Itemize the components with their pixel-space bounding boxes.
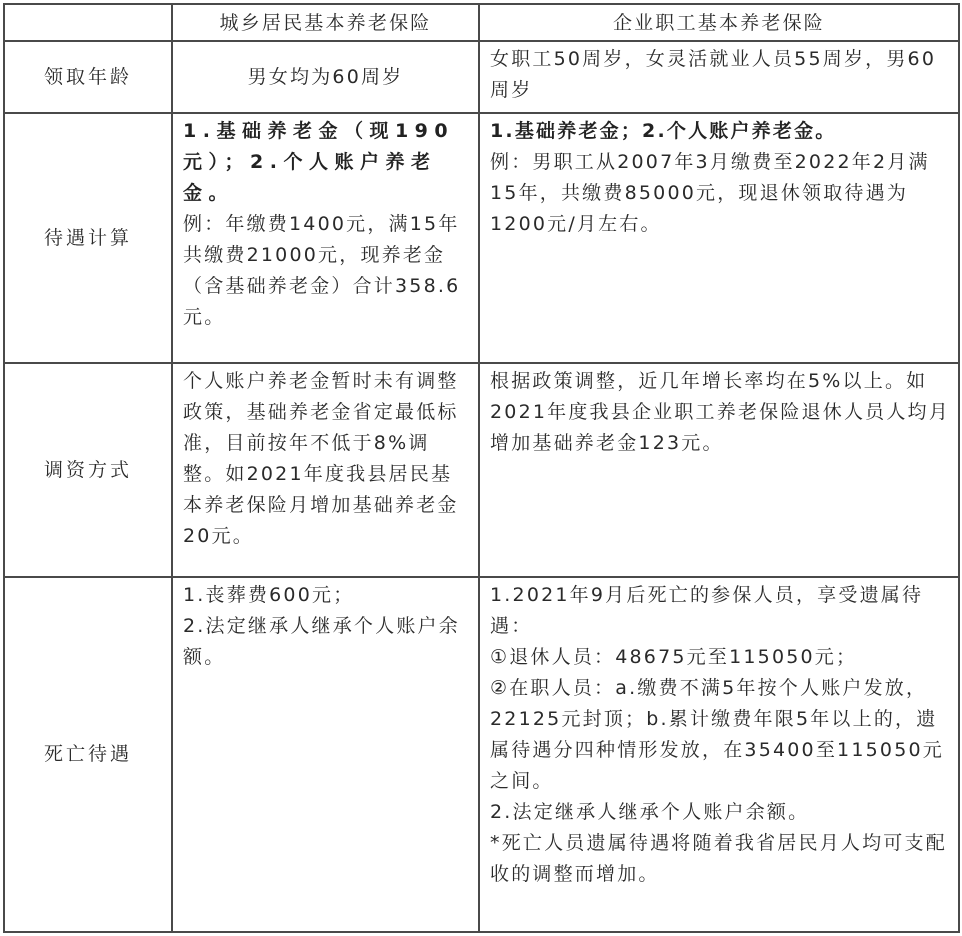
- resident-adjustment-text: 个人账户养老金暂时未有调整政策，基础养老金省定最低标准，目前按年不低于8%调整。如2021年度我县居民基本养老保险月增加基础养老金20元。: [183, 370, 459, 547]
- header-employee-insurance: 企业职工基本养老保险: [479, 4, 959, 41]
- employee-death-item-1: 1.2021年9月后死亡的参保人员，享受遗属待遇：: [490, 584, 924, 637]
- row-death-benefit: [4, 577, 959, 932]
- employee-claim-age: [479, 41, 959, 113]
- resident-claim-age: [172, 41, 479, 113]
- row-adjustment-method: [4, 363, 959, 577]
- resident-death-benefit: [172, 577, 479, 932]
- pension-comparison-table: [3, 3, 960, 933]
- row-label-claim-age: 领取年龄: [4, 41, 172, 113]
- employee-death-note: *死亡人员遗属待遇将随着我省居民月人均可支配收的调整而增加。: [490, 832, 947, 885]
- resident-benefit-calculation: [172, 113, 479, 363]
- employee-benefit-example: 例：男职工从2007年3月缴费至2022年2月满15年，共缴费85000元，现退休领取待遇为1200元/月左右。: [490, 151, 930, 235]
- row-label-adjustment-method: 调资方式: [4, 363, 172, 577]
- resident-benefit-example: 例：年缴费1400元，满15年共缴费21000元，现养老金（含基础养老金）合计358.6元。: [183, 213, 461, 328]
- header-empty-cell: [4, 4, 172, 41]
- employee-claim-age-text: 女职工50周岁，女灵活就业人员55周岁，男60周岁: [490, 48, 937, 101]
- header-resident-insurance: 城乡居民基本养老保险: [172, 4, 479, 41]
- employee-benefit-calculation: [479, 113, 959, 363]
- resident-adjustment-method: [172, 363, 479, 577]
- employee-death-benefit: [479, 577, 959, 932]
- header-row: [4, 4, 959, 41]
- row-label-death-benefit: 死亡待遇: [4, 577, 172, 932]
- row-label-benefit-calculation: 待遇计算: [4, 113, 172, 363]
- resident-death-item-2: 2.法定继承人继承个人账户余额。: [183, 615, 460, 668]
- employee-adjustment-text: 根据政策调整，近几年增长率均在5%以上。如2021年度我县企业职工养老保险退休人员人均月增加基础养老金123元。: [490, 370, 950, 454]
- resident-claim-age-text: 男女均为60周岁: [247, 65, 404, 88]
- employee-adjustment-method: [479, 363, 959, 577]
- row-claim-age: [4, 41, 959, 113]
- row-benefit-calculation: [4, 113, 959, 363]
- employee-death-active: ②在职人员：a.缴费不满5年按个人账户发放，22125元封顶；b.累计缴费年限5年以上的，遗属待遇分四种情形发放，在35400至115050元之间。: [490, 677, 944, 792]
- resident-benefit-components: 1.基础养老金（现190元）；2.个人账户养老金。: [183, 120, 455, 204]
- employee-death-retired: ①退休人员：48675元至115050元；: [490, 646, 858, 668]
- employee-benefit-components: 1.基础养老金；2.个人账户养老金。: [490, 120, 837, 142]
- employee-death-item-2: 2.法定继承人继承个人账户余额。: [490, 801, 810, 823]
- resident-death-item-1: 1.丧葬费600元；: [183, 584, 355, 606]
